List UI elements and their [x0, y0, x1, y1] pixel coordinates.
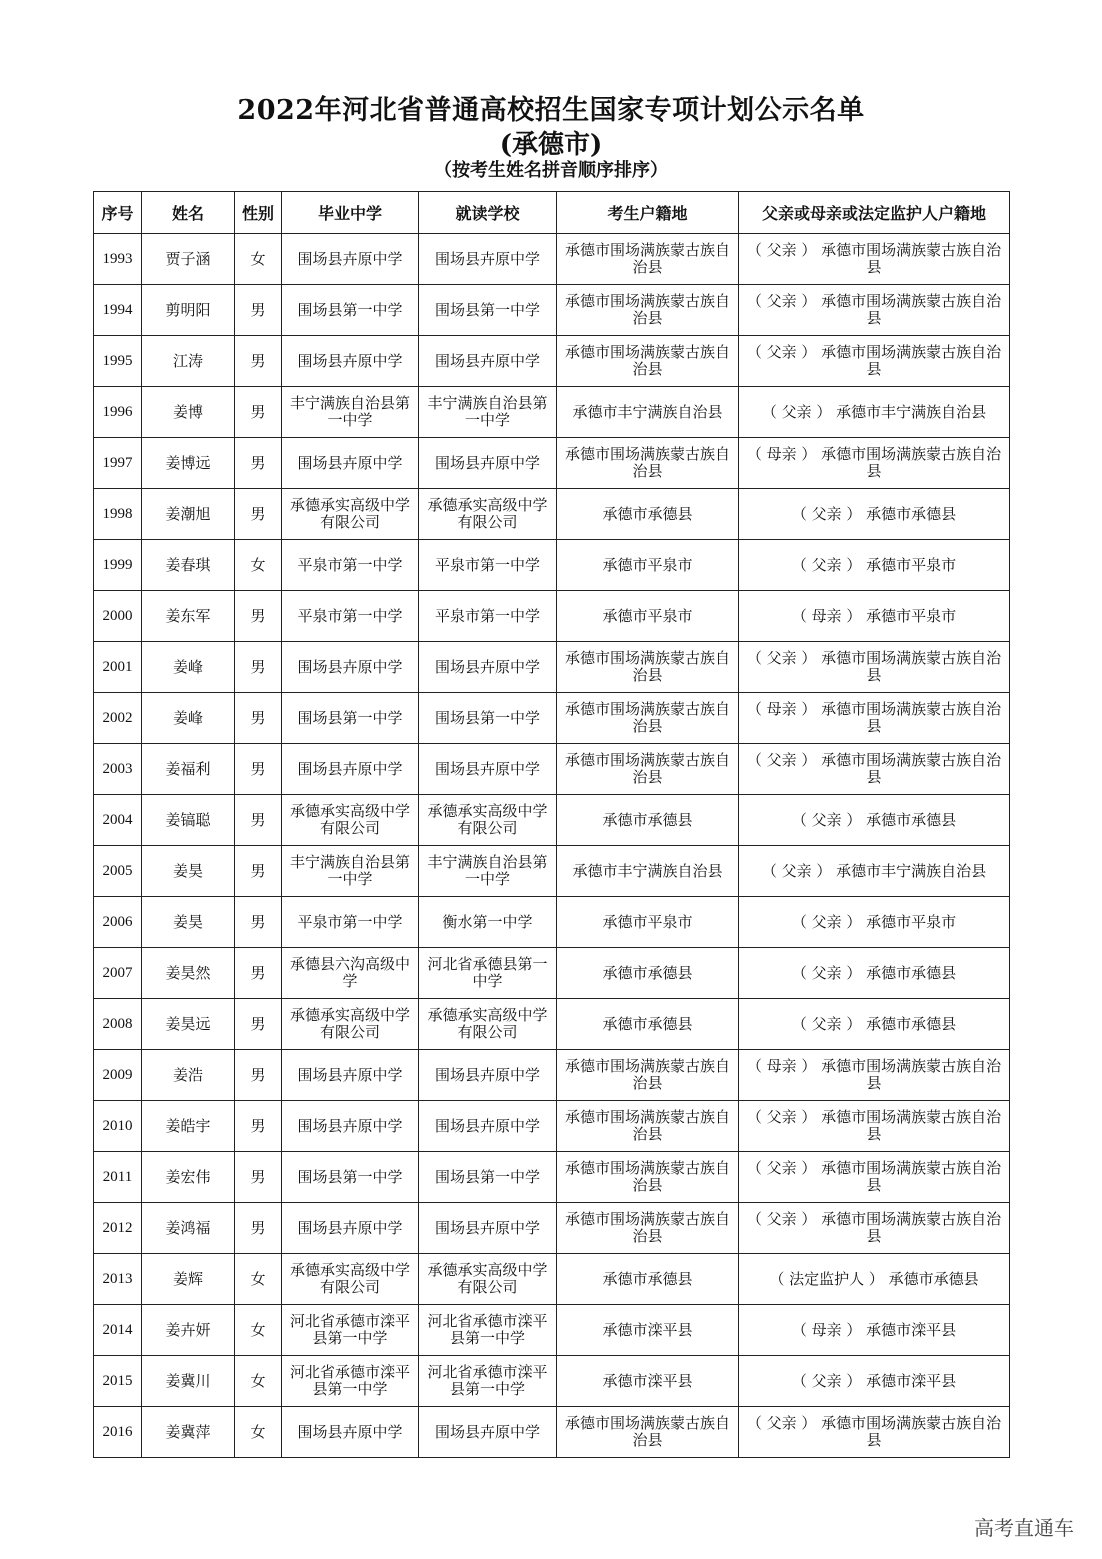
- cell-index: 2001: [94, 642, 142, 693]
- cell-graduated-school: 承德承实高级中学有限公司: [282, 489, 419, 540]
- cell-gender: 男: [235, 846, 282, 897]
- cell-guardian-household: （ 父亲 ） 承德市平泉市: [739, 897, 1010, 948]
- cell-index: 2016: [94, 1407, 142, 1458]
- cell-current-school: 围场县第一中学: [419, 285, 557, 336]
- cell-current-school: 围场县卉原中学: [419, 336, 557, 387]
- cell-graduated-school: 承德承实高级中学有限公司: [282, 999, 419, 1050]
- cell-guardian-household: （ 父亲 ） 承德市丰宁满族自治县: [739, 846, 1010, 897]
- cell-graduated-school: 围场县第一中学: [282, 285, 419, 336]
- table-row: [94, 1101, 1010, 1152]
- cell-gender: 男: [235, 999, 282, 1050]
- header-student-household: 考生户籍地: [557, 192, 739, 234]
- cell-name: 姜峰: [142, 693, 235, 744]
- cell-guardian-household: （ 父亲 ） 承德市围场满族蒙古族自治县: [739, 1152, 1010, 1203]
- cell-gender: 男: [235, 489, 282, 540]
- cell-current-school: 承德承实高级中学有限公司: [419, 1254, 557, 1305]
- cell-name: 姜昊: [142, 897, 235, 948]
- cell-name: 剪明阳: [142, 285, 235, 336]
- cell-guardian-household: （ 母亲 ） 承德市围场满族蒙古族自治县: [739, 693, 1010, 744]
- cell-index: 2008: [94, 999, 142, 1050]
- cell-gender: 男: [235, 1101, 282, 1152]
- cell-graduated-school: 平泉市第一中学: [282, 540, 419, 591]
- cell-guardian-household: （ 父亲 ） 承德市围场满族蒙古族自治县: [739, 1203, 1010, 1254]
- cell-graduated-school: 围场县卉原中学: [282, 234, 419, 285]
- cell-guardian-household: （ 母亲 ） 承德市围场满族蒙古族自治县: [739, 1050, 1010, 1101]
- cell-name: 姜昊远: [142, 999, 235, 1050]
- cell-current-school: 围场县卉原中学: [419, 1407, 557, 1458]
- cell-student-household: 承德市围场满族蒙古族自治县: [557, 336, 739, 387]
- cell-graduated-school: 围场县卉原中学: [282, 744, 419, 795]
- cell-guardian-household: （ 父亲 ） 承德市滦平县: [739, 1356, 1010, 1407]
- cell-gender: 男: [235, 1152, 282, 1203]
- table-row: [94, 336, 1010, 387]
- cell-index: 1996: [94, 387, 142, 438]
- table-row: [94, 948, 1010, 999]
- table-row: [94, 846, 1010, 897]
- cell-graduated-school: 围场县卉原中学: [282, 438, 419, 489]
- cell-guardian-household: （ 父亲 ） 承德市承德县: [739, 999, 1010, 1050]
- cell-student-household: 承德市围场满族蒙古族自治县: [557, 1152, 739, 1203]
- cell-index: 2004: [94, 795, 142, 846]
- cell-graduated-school: 围场县卉原中学: [282, 642, 419, 693]
- cell-graduated-school: 丰宁满族自治县第一中学: [282, 387, 419, 438]
- cell-index: 2007: [94, 948, 142, 999]
- table-row: [94, 1407, 1010, 1458]
- cell-student-household: 承德市围场满族蒙古族自治县: [557, 1101, 739, 1152]
- table-row: [94, 438, 1010, 489]
- cell-name: 姜博: [142, 387, 235, 438]
- cell-gender: 男: [235, 438, 282, 489]
- cell-graduated-school: 平泉市第一中学: [282, 897, 419, 948]
- cell-graduated-school: 围场县卉原中学: [282, 1101, 419, 1152]
- cell-name: 姜博远: [142, 438, 235, 489]
- table-row: [94, 999, 1010, 1050]
- cell-guardian-household: （ 母亲 ） 承德市滦平县: [739, 1305, 1010, 1356]
- cell-gender: 男: [235, 1050, 282, 1101]
- header-graduated-school: 毕业中学: [282, 192, 419, 234]
- cell-guardian-household: （ 父亲 ） 承德市围场满族蒙古族自治县: [739, 336, 1010, 387]
- table-row: [94, 591, 1010, 642]
- cell-guardian-household: （ 父亲 ） 承德市围场满族蒙古族自治县: [739, 642, 1010, 693]
- header-current-school: 就读学校: [419, 192, 557, 234]
- cell-current-school: 河北省承德市滦平县第一中学: [419, 1356, 557, 1407]
- header-name: 姓名: [142, 192, 235, 234]
- table-row: [94, 897, 1010, 948]
- cell-graduated-school: 承德承实高级中学有限公司: [282, 1254, 419, 1305]
- cell-index: 2011: [94, 1152, 142, 1203]
- cell-index: 2010: [94, 1101, 142, 1152]
- cell-guardian-household: （ 母亲 ） 承德市平泉市: [739, 591, 1010, 642]
- cell-guardian-household: （ 父亲 ） 承德市承德县: [739, 795, 1010, 846]
- cell-index: 2013: [94, 1254, 142, 1305]
- cell-guardian-household: （ 父亲 ） 承德市承德县: [739, 489, 1010, 540]
- cell-index: 2003: [94, 744, 142, 795]
- cell-guardian-household: （ 父亲 ） 承德市围场满族蒙古族自治县: [739, 1407, 1010, 1458]
- cell-guardian-household: （ 父亲 ） 承德市承德县: [739, 948, 1010, 999]
- cell-gender: 男: [235, 795, 282, 846]
- cell-guardian-household: （ 法定监护人 ） 承德市承德县: [739, 1254, 1010, 1305]
- cell-gender: 男: [235, 897, 282, 948]
- cell-student-household: 承德市围场满族蒙古族自治县: [557, 1407, 739, 1458]
- table-row: [94, 744, 1010, 795]
- cell-current-school: 围场县卉原中学: [419, 1050, 557, 1101]
- cell-graduated-school: 丰宁满族自治县第一中学: [282, 846, 419, 897]
- table-row: [94, 1152, 1010, 1203]
- cell-name: 姜昊: [142, 846, 235, 897]
- cell-index: 2005: [94, 846, 142, 897]
- cell-name: 姜东军: [142, 591, 235, 642]
- cell-student-household: 承德市承德县: [557, 489, 739, 540]
- cell-gender: 男: [235, 744, 282, 795]
- cell-graduated-school: 河北省承德市滦平县第一中学: [282, 1356, 419, 1407]
- document-title: 2022年河北省普通高校招生国家专项计划公示名单: [237, 95, 865, 126]
- table-row: [94, 540, 1010, 591]
- cell-name: 姜昊然: [142, 948, 235, 999]
- table-row: [94, 234, 1010, 285]
- cell-student-household: 承德市平泉市: [557, 897, 739, 948]
- cell-current-school: 围场县卉原中学: [419, 438, 557, 489]
- cell-gender: 女: [235, 1356, 282, 1407]
- cell-name: 姜冀川: [142, 1356, 235, 1407]
- table-row: [94, 693, 1010, 744]
- cell-student-household: 承德市滦平县: [557, 1305, 739, 1356]
- cell-index: 2009: [94, 1050, 142, 1101]
- cell-graduated-school: 围场县卉原中学: [282, 1050, 419, 1101]
- cell-index: 1997: [94, 438, 142, 489]
- cell-student-household: 承德市围场满族蒙古族自治县: [557, 693, 739, 744]
- cell-current-school: 围场县第一中学: [419, 693, 557, 744]
- cell-student-household: 承德市承德县: [557, 1254, 739, 1305]
- cell-gender: 女: [235, 540, 282, 591]
- cell-current-school: 围场县卉原中学: [419, 1101, 557, 1152]
- cell-name: 姜皓宇: [142, 1101, 235, 1152]
- cell-current-school: 围场县卉原中学: [419, 1203, 557, 1254]
- cell-current-school: 围场县第一中学: [419, 1152, 557, 1203]
- cell-student-household: 承德市围场满族蒙古族自治县: [557, 1203, 739, 1254]
- cell-student-household: 承德市承德县: [557, 795, 739, 846]
- table-row: [94, 1050, 1010, 1101]
- cell-name: 姜宏伟: [142, 1152, 235, 1203]
- cell-index: 2002: [94, 693, 142, 744]
- cell-student-household: 承德市滦平县: [557, 1356, 739, 1407]
- cell-gender: 男: [235, 948, 282, 999]
- cell-gender: 女: [235, 1254, 282, 1305]
- cell-current-school: 河北省承德市滦平县第一中学: [419, 1305, 557, 1356]
- cell-name: 姜峰: [142, 642, 235, 693]
- table-row: [94, 489, 1010, 540]
- table-header-row: [94, 192, 1010, 234]
- cell-graduated-school: 承德承实高级中学有限公司: [282, 795, 419, 846]
- cell-gender: 女: [235, 1305, 282, 1356]
- cell-current-school: 丰宁满族自治县第一中学: [419, 846, 557, 897]
- table-row: [94, 795, 1010, 846]
- cell-name: 姜辉: [142, 1254, 235, 1305]
- document-subtitle: (承德市): [499, 130, 603, 160]
- table-row: [94, 642, 1010, 693]
- cell-current-school: 平泉市第一中学: [419, 591, 557, 642]
- cell-current-school: 围场县卉原中学: [419, 234, 557, 285]
- header-index: 序号: [94, 192, 142, 234]
- cell-student-household: 承德市围场满族蒙古族自治县: [557, 744, 739, 795]
- table-row: [94, 1203, 1010, 1254]
- cell-guardian-household: （ 父亲 ） 承德市平泉市: [739, 540, 1010, 591]
- cell-student-household: 承德市平泉市: [557, 540, 739, 591]
- cell-name: 江涛: [142, 336, 235, 387]
- cell-index: 2014: [94, 1305, 142, 1356]
- cell-student-household: 承德市承德县: [557, 948, 739, 999]
- cell-index: 1994: [94, 285, 142, 336]
- cell-graduated-school: 围场县卉原中学: [282, 1203, 419, 1254]
- cell-guardian-household: （ 父亲 ） 承德市围场满族蒙古族自治县: [739, 234, 1010, 285]
- cell-current-school: 衡水第一中学: [419, 897, 557, 948]
- cell-index: 2015: [94, 1356, 142, 1407]
- cell-name: 姜镐聪: [142, 795, 235, 846]
- cell-student-household: 承德市平泉市: [557, 591, 739, 642]
- cell-gender: 男: [235, 591, 282, 642]
- cell-gender: 男: [235, 642, 282, 693]
- cell-graduated-school: 围场县第一中学: [282, 1152, 419, 1203]
- cell-gender: 男: [235, 387, 282, 438]
- cell-index: 2012: [94, 1203, 142, 1254]
- cell-name: 贾子涵: [142, 234, 235, 285]
- cell-index: 2006: [94, 897, 142, 948]
- cell-gender: 男: [235, 336, 282, 387]
- cell-index: 1995: [94, 336, 142, 387]
- cell-current-school: 丰宁满族自治县第一中学: [419, 387, 557, 438]
- cell-name: 姜卉妍: [142, 1305, 235, 1356]
- cell-graduated-school: 围场县卉原中学: [282, 1407, 419, 1458]
- cell-student-household: 承德市围场满族蒙古族自治县: [557, 438, 739, 489]
- cell-index: 2000: [94, 591, 142, 642]
- cell-gender: 男: [235, 693, 282, 744]
- cell-student-household: 承德市丰宁满族自治县: [557, 387, 739, 438]
- cell-guardian-household: （ 父亲 ） 承德市围场满族蒙古族自治县: [739, 285, 1010, 336]
- cell-student-household: 承德市围场满族蒙古族自治县: [557, 234, 739, 285]
- cell-gender: 男: [235, 1203, 282, 1254]
- header-guardian-household: 父亲或母亲或法定监护人户籍地: [739, 192, 1010, 234]
- table-row: [94, 1254, 1010, 1305]
- cell-name: 姜鸿福: [142, 1203, 235, 1254]
- cell-student-household: 承德市围场满族蒙古族自治县: [557, 285, 739, 336]
- cell-current-school: 承德承实高级中学有限公司: [419, 795, 557, 846]
- cell-current-school: 围场县卉原中学: [419, 744, 557, 795]
- table-body: [94, 234, 1010, 1458]
- cell-index: 1993: [94, 234, 142, 285]
- cell-current-school: 平泉市第一中学: [419, 540, 557, 591]
- cell-graduated-school: 平泉市第一中学: [282, 591, 419, 642]
- cell-name: 姜春琪: [142, 540, 235, 591]
- cell-gender: 女: [235, 1407, 282, 1458]
- cell-guardian-household: （ 父亲 ） 承德市围场满族蒙古族自治县: [739, 744, 1010, 795]
- cell-name: 姜浩: [142, 1050, 235, 1101]
- cell-graduated-school: 围场县卉原中学: [282, 336, 419, 387]
- cell-graduated-school: 河北省承德市滦平县第一中学: [282, 1305, 419, 1356]
- cell-name: 姜冀萍: [142, 1407, 235, 1458]
- cell-guardian-household: （ 母亲 ） 承德市围场满族蒙古族自治县: [739, 438, 1010, 489]
- admission-list-table: [93, 191, 1010, 1458]
- cell-student-household: 承德市围场满族蒙古族自治县: [557, 1050, 739, 1101]
- cell-name: 姜福利: [142, 744, 235, 795]
- table-row: [94, 387, 1010, 438]
- header-gender: 性别: [235, 192, 282, 234]
- cell-index: 1998: [94, 489, 142, 540]
- cell-student-household: 承德市丰宁满族自治县: [557, 846, 739, 897]
- table-row: [94, 1305, 1010, 1356]
- table-row: [94, 1356, 1010, 1407]
- watermark: 高考直通车: [974, 1516, 1074, 1540]
- cell-index: 1999: [94, 540, 142, 591]
- sort-note: （按考生姓名拼音顺序排序）: [434, 160, 668, 181]
- cell-current-school: 承德承实高级中学有限公司: [419, 999, 557, 1050]
- cell-student-household: 承德市围场满族蒙古族自治县: [557, 642, 739, 693]
- cell-student-household: 承德市承德县: [557, 999, 739, 1050]
- cell-current-school: 承德承实高级中学有限公司: [419, 489, 557, 540]
- cell-graduated-school: 承德县六沟高级中学: [282, 948, 419, 999]
- cell-current-school: 围场县卉原中学: [419, 642, 557, 693]
- cell-gender: 男: [235, 285, 282, 336]
- cell-current-school: 河北省承德县第一中学: [419, 948, 557, 999]
- cell-guardian-household: （ 父亲 ） 承德市围场满族蒙古族自治县: [739, 1101, 1010, 1152]
- cell-graduated-school: 围场县第一中学: [282, 693, 419, 744]
- table-row: [94, 285, 1010, 336]
- cell-gender: 女: [235, 234, 282, 285]
- cell-guardian-household: （ 父亲 ） 承德市丰宁满族自治县: [739, 387, 1010, 438]
- cell-name: 姜潮旭: [142, 489, 235, 540]
